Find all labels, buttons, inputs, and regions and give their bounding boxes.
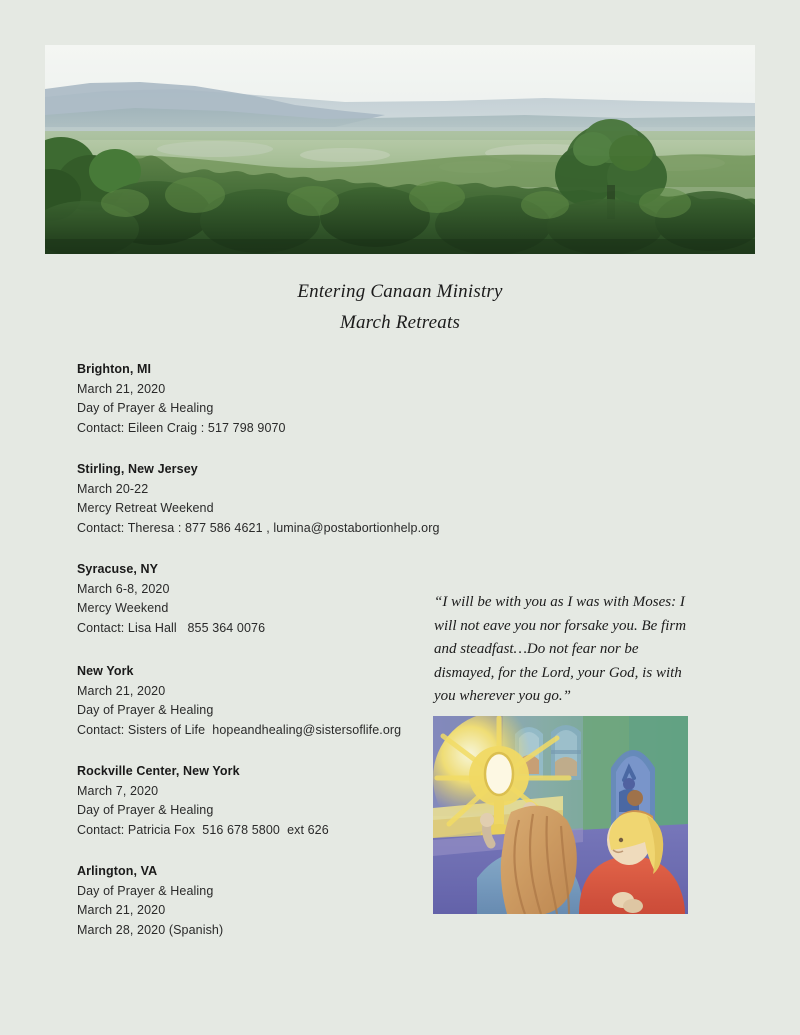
- retreat-contact: Contact: Eileen Craig : 517 798 9070: [77, 420, 286, 435]
- list-item: [77, 862, 437, 940]
- retreat-contact: Contact: Lisa Hall 855 364 0076: [77, 620, 266, 635]
- ministry-title-line: Entering Canaan Ministry: [297, 281, 503, 302]
- retreat-city: New York: [77, 664, 134, 678]
- retreats-subtitle-line: March Retreats: [339, 312, 461, 333]
- mountain-valley-photo: [45, 45, 755, 254]
- retreat-type: Day of Prayer & Healing: [77, 401, 214, 415]
- retreat-date: March 6-8, 2020: [77, 581, 170, 596]
- retreat-contact: Contact: Theresa : 877 586 4621 , lumina@postabortionhelp.org: [77, 520, 440, 535]
- retreat-type: Day of Prayer & Healing: [77, 883, 214, 898]
- list-item: [77, 662, 437, 740]
- retreat-date-spanish: March 28, 2020 (Spanish): [77, 922, 224, 937]
- retreat-type: Mercy Retreat Weekend: [77, 501, 214, 515]
- retreat-listings: [77, 360, 440, 962]
- list-item: [77, 560, 437, 638]
- retreat-type: Day of Prayer & Healing: [77, 803, 214, 817]
- retreat-date: March 20-22: [77, 481, 149, 496]
- retreat-contact: Contact: Sisters of Life hopeandhealing@sistersoflife.org: [77, 722, 402, 737]
- retreat-city: Rockville Center, New York: [77, 764, 240, 778]
- adoration-illustration: [433, 716, 688, 914]
- list-item: [77, 360, 437, 438]
- retreat-date: March 21, 2020: [77, 903, 166, 917]
- retreat-date: March 21, 2020: [77, 683, 166, 698]
- retreat-date: March 21, 2020: [77, 381, 166, 396]
- list-item: [77, 460, 440, 538]
- retreat-date: March 7, 2020: [77, 783, 159, 798]
- mountain-valley-photo-graphic: [45, 45, 755, 254]
- adoration-illustration-graphic: [433, 716, 688, 914]
- retreat-type: Day of Prayer & Healing: [77, 703, 214, 717]
- list-item: [77, 762, 437, 840]
- scripture-quote: “I will be with you as I was with Moses: I will not eave you nor forsake you. Be firm and steadfast…Do not fear nor be dismayed, for the Lord, your God, is with you wherever you go.”: [434, 594, 687, 704]
- retreat-city: Arlington, VA: [77, 864, 158, 878]
- retreat-city: Stirling, New Jersey: [77, 462, 198, 476]
- retreat-type: Mercy Weekend: [77, 601, 169, 615]
- page-title: [0, 276, 800, 338]
- retreat-city: Brighton, MI: [77, 362, 152, 376]
- retreat-city: Syracuse, NY: [77, 562, 159, 576]
- retreat-contact: Contact: Patricia Fox 516 678 5800 ext 626: [77, 822, 329, 837]
